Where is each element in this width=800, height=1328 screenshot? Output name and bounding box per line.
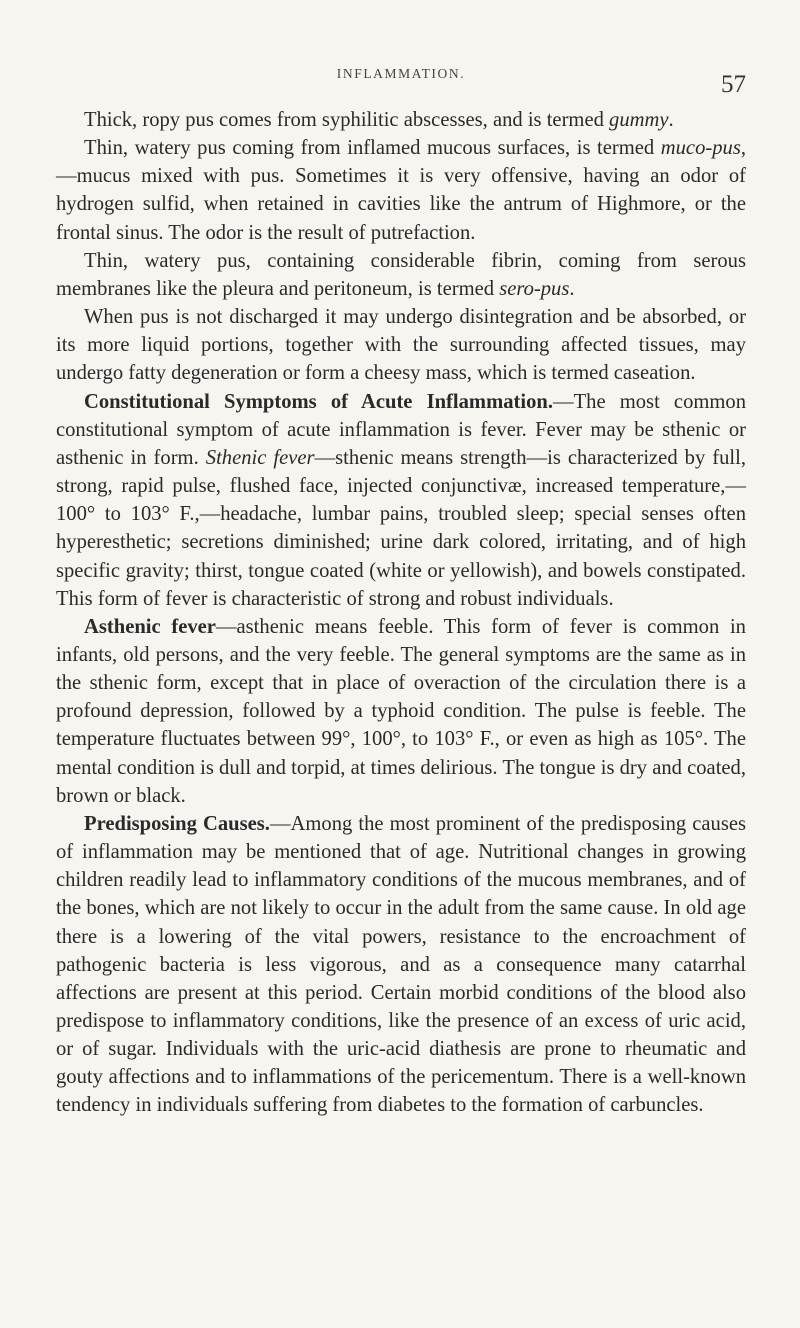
term-sero-pus: sero-pus — [499, 277, 570, 300]
paragraph-constitutional-symptoms — [56, 388, 746, 613]
paragraph-text: When pus is not discharged it may undergo disintegration and be absorbed, or its more liquid portions, together with the surrounding affected tissues, may undergo fatty degeneration or form a cheesy mass, which is termed caseation. — [56, 306, 746, 385]
paragraph-predisposing-causes — [56, 810, 746, 1120]
paragraph-muco-pus — [56, 134, 746, 247]
paragraph-text: —asthenic means feeble. This form of fever is common in infants, old persons, and the very feeble. The general symptoms are the same as in the sthenic form, except that in place of overaction of the circulation there is a profound depression, followed by a typhoid condition. The pulse is feeble. The temperature fluctuates between 99°, 100°, to 103° F., or even as high as 105°. The mental condition is dull and torpid, at times delirious. The tongue is dry and coated, brown or black. — [56, 615, 746, 807]
section-heading-asthenic-fever: Asthenic fever — [84, 615, 216, 638]
paragraph-text: . — [569, 277, 575, 300]
term-sthenic-fever: Sthenic fever — [205, 446, 315, 469]
paragraph-text: Thin, watery pus, containing considerable fibrin, coming from serous membranes like the pleura and peritoneum, is termed — [56, 249, 746, 300]
term-muco-pus: muco-pus — [660, 137, 741, 160]
body-text — [56, 70, 746, 1120]
term-gummy: gummy — [609, 109, 669, 131]
paragraph-caseation — [56, 303, 746, 387]
paragraph-text: . — [668, 109, 674, 131]
paragraph-text: —Among the most prominent of the predisposing causes of inflammation may be mentioned that of age. Nutritional changes in growing children readily lead to inflammatory conditions of the mucous membranes, and of the bones, which are not likely to occur in the adult from the same cause. In old age there is a lowering of the vital powers, resistance to the encroachment of pathogenic bacteria is less vigorous, and as a consequence many catarrhal affections are present at this period. Certain morbid conditions of the blood also predispose to inflammatory conditions, like the presence of an excess of uric acid, or of sugar. Individuals with the uric-acid diathesis are prone to rheumatic and gouty affections and to inflammations of the pericementum. There is a well-known tendency in individuals suffering from diabetes to the formation of carbuncles. — [56, 812, 746, 1117]
paragraph-gummy — [56, 106, 746, 134]
paragraph-text: Thick, ropy pus comes from syphilitic abscesses, and is termed — [84, 109, 610, 131]
paragraph-text: —The most common constitutional symptom of acute inflammation is fever. Fever may be sthenic or asthenic in form. — [56, 390, 746, 469]
paragraph-text: —sthenic means strength—is characterized by full, strong, rapid pulse, flushed face, injected conjunctivæ, increased temperature,—100° to 103° F.,—headache, lumbar pains, troubled sleep; special senses often hyperesthetic; secretions diminished; urine dark colored, irritating, and of high specific gravity; thirst, tongue coated (white or yellowish), and bowels constipated. This form of fever is characteristic of strong and robust individuals. — [56, 446, 747, 610]
page-header — [56, 0, 746, 98]
running-head: INFLAMMATION. — [336, 66, 466, 81]
paragraph-text: Thin, watery pus coming from inflamed mucous surfaces, is termed — [84, 137, 661, 160]
section-heading-predisposing-causes: Predisposing Causes. — [84, 812, 270, 835]
section-heading-constitutional-symptoms: Constitutional Symptoms of Acute Inflammation. — [84, 390, 553, 413]
paragraph-text: ,—mucus mixed with pus. Sometimes it is very offensive, having an odor of hydrogen sulfid, when retained in cavities like the antrum of Highmore, or the frontal sinus. The odor is the result of putrefaction. — [56, 137, 746, 244]
paragraph-sero-pus — [56, 247, 746, 303]
page-number: 57 — [721, 71, 746, 98]
paragraph-asthenic-fever — [56, 613, 746, 810]
